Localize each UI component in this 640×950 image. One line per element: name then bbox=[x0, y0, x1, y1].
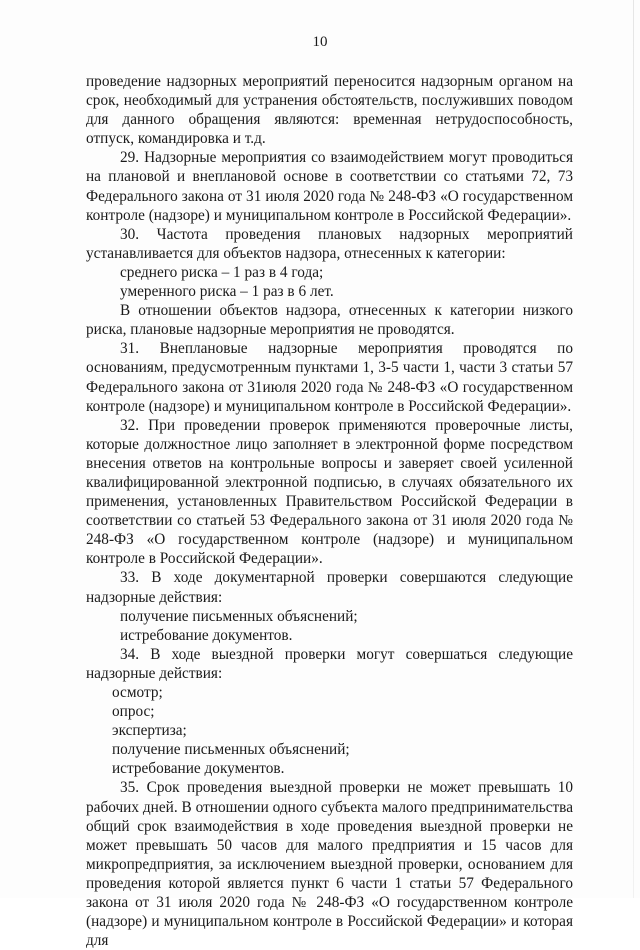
list-item-inspection: осмотр; bbox=[112, 684, 163, 701]
paragraph-33: 33. В ходе документарной проверки совершаются следующие надзорные действия: bbox=[86, 569, 573, 606]
paragraph-35: 35. Срок проведения выездной проверки не может превышать 10 рабочих дней. В отношении одного субъекта малого предпринимательства общий срок взаимодействия в ходе проведения выездной проверки не может превышать 50 часов для малого предприятия и 15 часов для микропредприятия, за исключением выездной проверки, основанием для проведения которой является пункт 6 части 1 статьи 57 Федерального закона от 31 июля 2020 года № 248-ФЗ «О государственном контроле (надзоре) и муниципальном контроле в Российской Федерации» и которая для bbox=[86, 779, 573, 950]
paragraph-low-risk: В отношении объектов надзора, отнесенных к категории низкого риска, плановые надзорные мероприятия не проводятся. bbox=[86, 302, 573, 339]
page-number: 10 bbox=[312, 34, 328, 50]
page-body bbox=[86, 72, 573, 950]
list-item-survey: опрос; bbox=[112, 703, 155, 721]
list-item-medium-risk: среднего риска – 1 раз в 4 года; bbox=[120, 263, 324, 281]
list-item-written-explanations: получение письменных объяснений; bbox=[120, 607, 358, 625]
list-item-expertise: экспертиза; bbox=[112, 722, 187, 740]
paragraph-34: 34. В ходе выездной проверки могут совершаться следующие надзорные действия: bbox=[86, 645, 573, 682]
paragraph-continuation: проведение надзорных мероприятий переносится надзорным органом на срок, необходимый для устранения обстоятельств, послуживших поводом для данного обращения являются: временная нетрудоспособность, отпуск, командировка и т.д. bbox=[86, 73, 573, 148]
paragraph-31: 31. Внеплановые надзорные мероприятия проводятся по основаниям, предусмотренным пунктами 1, 3-5 части 1, части 3 статьи 57 Федерального закона от 31июля 2020 года № 248-ФЗ «О государственном контроле (надзоре) и муниципальном контроле в Российской Федерации». bbox=[86, 340, 573, 415]
paragraph-30: 30. Частота проведения плановых надзорных мероприятий устанавливается для объектов надзора, отнесенных к категории: bbox=[86, 225, 573, 262]
list-item-documents-request: истребование документов. bbox=[120, 626, 293, 644]
list-item-documents-request-2: истребование документов. bbox=[112, 760, 285, 778]
list-item-moderate-risk: умеренного риска – 1 раз в 6 лет. bbox=[120, 283, 334, 301]
scan-edge bbox=[633, 0, 634, 898]
list-item-written-explanations-2: получение письменных объяснений; bbox=[112, 741, 350, 759]
paragraph-29: 29. Надзорные мероприятия со взаимодействием могут проводиться на плановой и внеплановой основе в соответствии со статьями 72, 73 Федерального закона от 31 июля 2020 года № 248-ФЗ «О государственном контроле (надзоре) и муниципальном контроле в Российской Федерации». bbox=[86, 149, 573, 224]
paragraph-32: 32. При проведении проверок применяются проверочные листы, которые должностное лицо заполняет в электронной форме посредством внесения ответов на контрольные вопросы и заверяет своей усиленной квалифицированной электронной подписью, в случаях обязательного их применения, установленных Правительством Российской Федерации в соответствии со статьей 53 Федерального закона от 31 июля 2020 года № 248-ФЗ «О государственном контроле (надзоре) и муниципальном контроле в Российской Федерации». bbox=[86, 416, 573, 568]
